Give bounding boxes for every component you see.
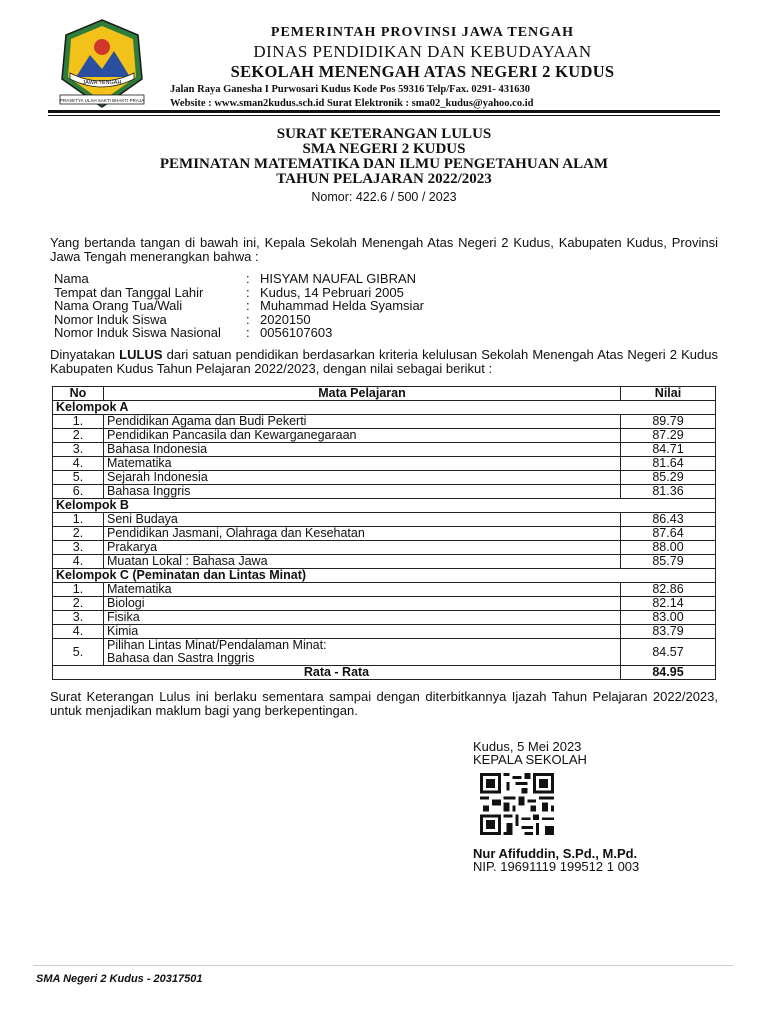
subject-name: Muatan Lokal : Bahasa Jawa (107, 554, 268, 568)
subject-cell (104, 471, 621, 485)
identity-value: HISYAM NAUFAL GIBRAN (260, 271, 417, 286)
table-row (53, 513, 716, 527)
signer-block (473, 847, 639, 873)
title-line-2: SMA NEGERI 2 KUDUS (302, 141, 466, 157)
identity-colon: : (246, 284, 250, 300)
identity-row (54, 286, 424, 300)
score-cell: 83.79 (621, 625, 716, 639)
footer-divider (33, 965, 733, 966)
row-number: 6. (53, 485, 104, 499)
row-number: 4. (53, 625, 104, 639)
score-cell: 82.14 (621, 597, 716, 611)
letterhead-government: PEMERINTAH PROVINSI JAWA TENGAH (270, 25, 575, 40)
subject-name: Biologi (107, 596, 145, 610)
grades-header-row (53, 387, 716, 401)
group-title: Kelompok C (Peminatan dan Lintas Minat) (53, 569, 716, 583)
qr-code (479, 773, 555, 835)
subject-cell (104, 485, 621, 499)
average-row (53, 666, 716, 680)
subject-cell (104, 443, 621, 457)
title-line-1: SURAT KETERANGAN LULUS (276, 126, 492, 142)
identity-row (54, 299, 424, 313)
declaration-after: dari satuan pendidikan berdasarkan kriteria kelulusan Sekolah Menengah Atas Negeri 2 Kudus Kabupaten Kudus Tahun Pelajaran 2022/2023, dengan nilai sebagai berikut : (50, 347, 718, 376)
footer-text: SMA Negeri 2 Kudus - 20317501 (36, 973, 203, 985)
group-row (53, 499, 716, 513)
identity-row (54, 272, 424, 286)
letterhead-contact: Website : www.sman2kudus.sch.id Surat Elektronik : sma02_kudus@yahoo.co.id (170, 98, 534, 109)
row-number: 1. (53, 583, 104, 597)
row-number: 5. (53, 639, 104, 666)
subject-cell (104, 541, 621, 555)
subject-cell (104, 583, 621, 597)
table-row (53, 471, 716, 485)
table-row (53, 527, 716, 541)
closing-paragraph: Surat Keterangan Lulus ini berlaku sementara sampai dengan diterbitkannya Ijazah Tahun Pelajaran 2022/2023, untuk menjadikan maklum bagi yang berkepentingan. (50, 689, 718, 718)
group-title: Kelompok B (53, 499, 716, 513)
header-subject: Mata Pelajaran (104, 387, 621, 401)
row-number: 1. (53, 513, 104, 527)
group-row (53, 569, 716, 583)
score-cell: 84.71 (621, 443, 716, 457)
identity-label: Nomor Induk Siswa Nasional (54, 325, 221, 340)
identity-colon: : (246, 271, 250, 286)
subject-cell (104, 555, 621, 569)
document-number: Nomor: 422.6 / 500 / 2023 (311, 190, 457, 204)
table-row (53, 541, 716, 555)
table-row (53, 583, 716, 597)
identity-value: 2020150 (260, 311, 311, 327)
table-row (53, 639, 716, 666)
grades-table (52, 386, 716, 680)
title-line-3: PEMINATAN MATEMATIKA DAN ILMU PENGETAHUAN ALAM (159, 156, 609, 172)
table-row (53, 429, 716, 443)
identity-row (54, 326, 424, 340)
letterhead-rule-thin (48, 115, 720, 116)
subject-name: Matematika (107, 456, 172, 470)
subject-name: Pendidikan Jasmani, Olahraga dan Kesehatan (107, 526, 365, 540)
student-identity (54, 272, 424, 340)
score-cell: 81.64 (621, 457, 716, 471)
score-cell: 88.00 (621, 541, 716, 555)
score-cell: 87.29 (621, 429, 716, 443)
score-cell: 82.86 (621, 583, 716, 597)
signature-place-date: Kudus, 5 Mei 2023 (473, 739, 582, 754)
table-row (53, 443, 716, 457)
row-number: 2. (53, 429, 104, 443)
logo-text: JAWA TENGAH (82, 80, 122, 86)
score-cell: 86.43 (621, 513, 716, 527)
group-row (53, 401, 716, 415)
subject-cell (104, 639, 621, 666)
letterhead (160, 24, 685, 111)
identity-label: Nama Orang Tua/Wali (54, 298, 183, 313)
table-row (53, 485, 716, 499)
table-row (53, 457, 716, 471)
identity-label: Nomor Induk Siswa (54, 311, 167, 327)
subject-name: Bahasa Indonesia (107, 442, 208, 456)
score-cell: 89.79 (621, 415, 716, 429)
score-cell: 84.57 (621, 639, 716, 666)
table-row (53, 415, 716, 429)
identity-colon: : (246, 298, 250, 313)
group-title: Kelompok A (53, 401, 716, 415)
score-cell: 81.36 (621, 485, 716, 499)
identity-colon: : (246, 325, 250, 340)
score-cell: 83.00 (621, 611, 716, 625)
declaration-before: Dinyatakan (50, 347, 120, 362)
subject-name: Prakarya (107, 540, 158, 554)
subject-name: Bahasa Inggris (107, 484, 191, 498)
subject-cell (104, 513, 621, 527)
province-logo (50, 17, 154, 111)
identity-label: Tempat dan Tanggal Lahir (54, 284, 204, 300)
row-number: 3. (53, 611, 104, 625)
subject-detail: Bahasa dan Sastra Inggris (107, 651, 255, 665)
header-score: Nilai (621, 387, 716, 401)
table-row (53, 611, 716, 625)
subject-name: Matematika (107, 582, 172, 596)
letterhead-rule-thick (48, 110, 720, 113)
declaration-status: LULUS (119, 347, 163, 362)
document-title (48, 127, 720, 204)
row-number: 2. (53, 527, 104, 541)
table-row (53, 625, 716, 639)
letterhead-address: Jalan Raya Ganesha I Purwosari Kudus Kode Pos 59316 Telp/Fax. 0291- 431630 (170, 84, 530, 95)
row-number: 2. (53, 597, 104, 611)
declaration-paragraph (50, 348, 718, 376)
subject-name: Seni Budaya (107, 512, 178, 526)
signature-block (473, 740, 587, 766)
score-cell: 87.64 (621, 527, 716, 541)
row-number: 3. (53, 541, 104, 555)
subject-name: Pilihan Lintas Minat/Pendalaman Minat: (107, 638, 327, 652)
table-row (53, 597, 716, 611)
subject-cell (104, 625, 621, 639)
row-number: 4. (53, 457, 104, 471)
header-no: No (53, 387, 104, 401)
subject-cell (104, 457, 621, 471)
table-row (53, 555, 716, 569)
subject-cell (104, 611, 621, 625)
identity-colon: : (246, 311, 250, 327)
row-number: 4. (53, 555, 104, 569)
identity-value: Muhammad Helda Syamsiar (260, 298, 425, 313)
subject-cell (104, 429, 621, 443)
row-number: 3. (53, 443, 104, 457)
subject-name: Kimia (107, 624, 139, 638)
subject-name: Fisika (107, 610, 140, 624)
intro-paragraph: Yang bertanda tangan di bawah ini, Kepala Sekolah Menengah Atas Negeri 2 Kudus, Kabupaten Kudus, Provinsi Jawa Tengah menerangkan bahwa : (50, 235, 718, 264)
score-cell: 85.29 (621, 471, 716, 485)
subject-name: Pendidikan Pancasila dan Kewarganegaraan (107, 428, 357, 442)
subject-name: Pendidikan Agama dan Budi Pekerti (107, 414, 307, 428)
identity-value: Kudus, 14 Pebruari 2005 (260, 284, 404, 300)
letterhead-school: SEKOLAH MENENGAH ATAS NEGERI 2 KUDUS (230, 62, 615, 81)
signer-name: Nur Afifuddin, S.Pd., M.Pd. (473, 846, 638, 861)
signer-nip: NIP. 19691119 199512 1 003 (473, 859, 640, 874)
identity-label: Nama (54, 271, 89, 286)
subject-cell (104, 415, 621, 429)
average-label: Rata - Rata (53, 666, 621, 680)
row-number: 1. (53, 415, 104, 429)
row-number: 5. (53, 471, 104, 485)
subject-cell (104, 597, 621, 611)
letterhead-department: DINAS PENDIDIKAN DAN KEBUDAYAAN (253, 42, 592, 61)
logo-motto: PRASETYA ULAH SAKTI BHAKTI PRAJA (59, 98, 145, 103)
subject-cell (104, 527, 621, 541)
average-value: 84.95 (621, 666, 716, 680)
identity-value: 0056107603 (260, 325, 333, 340)
signature-position: KEPALA SEKOLAH (473, 752, 587, 767)
title-line-4: TAHUN PELAJARAN 2022/2023 (276, 171, 492, 187)
subject-name: Sejarah Indonesia (107, 470, 208, 484)
identity-row (54, 313, 424, 327)
score-cell: 85.79 (621, 555, 716, 569)
